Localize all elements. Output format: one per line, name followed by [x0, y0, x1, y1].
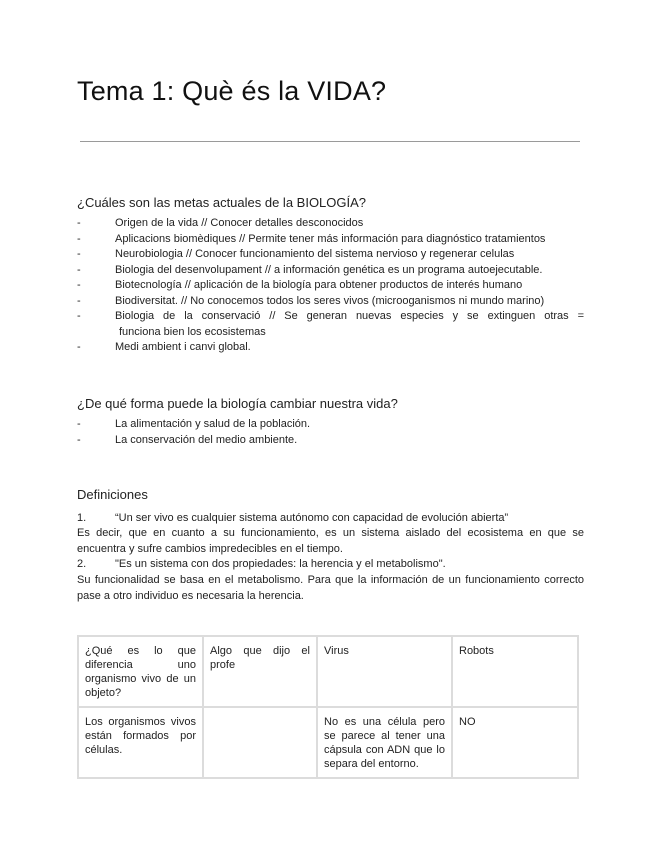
- list-item: - La conservación del medio ambiente.: [77, 433, 298, 446]
- section-heading-goals: ¿Cuáles son las metas actuales de la BIOLOGÍA?: [77, 195, 367, 210]
- table-cell: Los organismos vivos están formados por células.: [78, 707, 203, 778]
- list-item: - Biotecnología // aplicación de la biología para obtener productos de interés humano: [77, 279, 523, 291]
- list-item: - Biologia del desenvolupament // a información genética es un programa autoejecutable.: [77, 263, 543, 276]
- list-item: - Aplicacions biomèdiques // Permite tener más información para diagnóstico tratamientos: [77, 232, 546, 245]
- section-heading-impact: ¿De qué forma puede la biología cambiar nuestra vida?: [77, 396, 398, 411]
- table-cell: NO: [452, 707, 578, 778]
- list-item: - Biologia de la conservació // Se generan nuevas especies y se extinguen otras = funciona bien los ecosistemas: [77, 310, 584, 338]
- definition-1: 1. “Un ser vivo es cualquier sistema autónomo con capacidad de evolución abierta”: [77, 512, 509, 524]
- table-cell: [203, 707, 317, 778]
- table-header-cell: Robots: [452, 636, 578, 707]
- table-header-cell: Virus: [317, 636, 452, 707]
- table-row: [78, 707, 578, 778]
- definition-2: 2. "Es un sistema con dos propiedades: la herencia y el metabolismo".: [77, 558, 446, 570]
- list-item: - La alimentación y salud de la población.: [77, 418, 311, 430]
- table-header-cell: Algo que dijo el profe: [203, 636, 317, 707]
- list-item: - Neurobiologia // Conocer funcionamiento del sistema nervioso y regenerar celulas: [77, 248, 515, 260]
- table-row: [78, 636, 578, 707]
- page-title: Tema 1: Què és la VIDA?: [77, 76, 387, 106]
- section-heading-definitions: Definiciones: [77, 487, 148, 502]
- list-item: - Medi ambient i canvi global.: [77, 341, 251, 353]
- comparison-table: [77, 635, 579, 779]
- definition-2-explanation: Su funcionalidad se basa en el metabolismo. Para que la información de un funcionamiento correcto pase a otro individuo es necesaria la herencia.: [77, 574, 584, 602]
- impact-list: [77, 417, 584, 448]
- table-cell: No es una célula pero se parece al tener una cápsula con ADN que lo separa del entorno.: [317, 707, 452, 778]
- definition-1-explanation: Es decir, que en cuanto a su funcionamiento, es un sistema aislado del ecosistema en que se encuentra y sufre cambios impredecibles en el tiempo.: [77, 527, 584, 555]
- goals-list: [77, 216, 584, 356]
- table-header-cell: ¿Qué es lo que diferencia uno organismo vivo de un objeto?: [78, 636, 203, 707]
- list-item: - Biodiversitat. // No conocemos todos los seres vivos (microoganismos ni mundo marino): [77, 294, 545, 307]
- list-item: - Origen de la vida // Conocer detalles desconocidos: [77, 217, 364, 229]
- title-divider: [80, 141, 580, 142]
